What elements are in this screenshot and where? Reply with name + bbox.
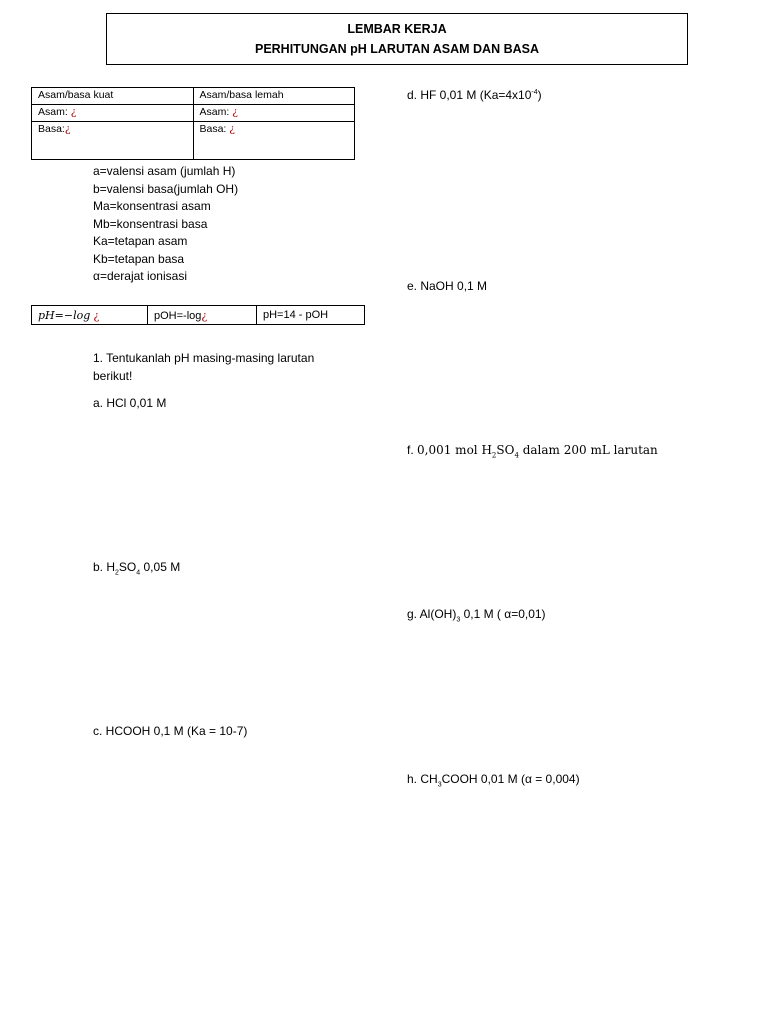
poh-formula-placeholder: ¿: [201, 308, 208, 322]
question-b-sub2: 4: [136, 569, 141, 577]
strong-acid-label: Asam:: [38, 106, 68, 118]
strong-acid-placeholder: ¿: [70, 106, 77, 118]
question-f-prefix: f.: [407, 443, 418, 457]
question-g-suffix: 0,1 M ( α=0,01): [460, 607, 546, 621]
question-f-sub1: 2: [491, 451, 497, 460]
question-f: [407, 443, 658, 459]
weak-acid-cell: [193, 105, 355, 122]
definition-item: Ma=konsentrasi asam: [93, 199, 211, 213]
question-h: [407, 772, 580, 788]
weak-base-cell: [193, 122, 355, 160]
question-h-sub: 3: [437, 781, 442, 789]
acid-base-types-table: [31, 87, 355, 160]
question-g-prefix: g. Al(OH): [407, 607, 457, 621]
weak-base-placeholder: ¿: [229, 123, 235, 135]
question-b-prefix: b. H: [93, 560, 116, 574]
ph-formula: pH=−log: [38, 308, 91, 322]
question-g-sub: 3: [456, 616, 461, 624]
weak-acid-label: Asam:: [199, 106, 230, 118]
poh-formula: pOH=-log: [154, 309, 202, 322]
strong-base-placeholder: ¿: [64, 123, 71, 135]
question-a: a. HCl 0,01 M: [93, 396, 167, 410]
question-f-sub2: 4: [514, 451, 519, 460]
question-d-sup: -4: [531, 89, 538, 96]
definition-item: b=valensi basa(jumlah OH): [93, 181, 239, 196]
strong-acid-cell: [32, 105, 194, 122]
question-b-mid: SO: [118, 560, 137, 574]
definition-item: Ka=tetapan asam: [93, 234, 188, 248]
question-e: e. NaOH 0,1 M: [407, 279, 488, 293]
question-g: [407, 607, 546, 623]
ph-relation-cell: pH=14 - pOH: [257, 306, 365, 325]
formula-table: [31, 305, 365, 325]
ph-formula-cell: [32, 306, 148, 325]
question-intro: 1. Tentukanlah pH masing-masing larutan berikut!: [93, 351, 315, 383]
definition-item: Kb=tetapan basa: [93, 251, 185, 266]
definition-item: Mb=konsentrasi basa: [93, 216, 208, 231]
question-h-suffix: COOH 0,01 M (α = 0,004): [441, 772, 580, 786]
poh-formula-cell: [148, 306, 257, 325]
strong-base-label: Basa:: [38, 123, 65, 135]
question-b-suffix: 0,05 M: [140, 560, 181, 574]
question-d-suffix: ): [537, 88, 542, 102]
page-title: LEMBAR KERJA: [347, 22, 447, 36]
weak-acid-placeholder: ¿: [232, 106, 238, 118]
ph-formula-placeholder: ¿: [93, 308, 100, 322]
definitions-list: [93, 163, 238, 286]
definition-item: α=derajat ionisasi: [93, 269, 187, 283]
question-f-text: [417, 443, 658, 460]
question-d-prefix: d. HF 0,01 M (Ka=4x10: [407, 88, 532, 102]
question-f-text-c: dalam 200 mL larutan: [518, 443, 658, 457]
question-b-sub1: 2: [115, 569, 119, 577]
question-d: [407, 88, 542, 102]
question-c: c. HCOOH 0,1 M (Ka = 10-7): [93, 724, 248, 738]
question-b: [93, 560, 180, 576]
title-box: [106, 13, 688, 65]
page-subtitle: PERHITUNGAN pH LARUTAN ASAM DAN BASA: [254, 42, 539, 56]
weak-base-label: Basa:: [199, 123, 227, 135]
definition-item: a=valensi asam (jumlah H): [93, 164, 236, 178]
strong-base-cell: [32, 122, 194, 160]
weak-header: Asam/basa lemah: [193, 88, 355, 105]
question-f-text-b: SO: [496, 443, 515, 457]
strong-header: Asam/basa kuat: [32, 88, 194, 105]
question-f-text-a: 0,001 mol H: [417, 443, 492, 457]
question-h-prefix: h. CH: [407, 772, 438, 786]
